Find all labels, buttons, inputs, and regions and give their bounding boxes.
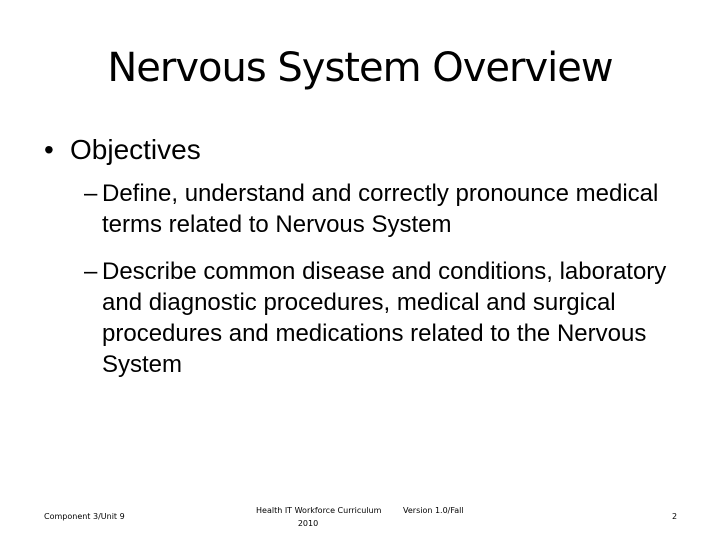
footer-component: Component 3/Unit 9 — [44, 512, 125, 521]
sub-bullet-text: Describe common disease and conditions, laboratory and diagnostic procedures, medical and surgical procedures and medications related to the Nervous System — [102, 258, 667, 378]
sub-bullet-describe-conditions — [84, 256, 704, 380]
bullet-objectives — [44, 132, 201, 168]
bullet-objectives-label: Objectives — [70, 134, 201, 165]
footer-curriculum — [256, 504, 396, 530]
dash-icon: – — [84, 258, 98, 285]
page-number: 2 — [672, 512, 678, 521]
footer-version: Version 1.0/Fall — [403, 506, 464, 515]
bullet-icon: • — [44, 134, 54, 165]
footer-curriculum-line1: Health IT Workforce Curriculum — [256, 506, 382, 515]
sub-bullet-text: Define, understand and correctly pronounce medical terms related to Nervous System — [102, 180, 659, 238]
dash-icon: – — [84, 180, 98, 207]
sub-bullet-define-terms — [84, 178, 704, 240]
footer-curriculum-line2: 2010 — [297, 519, 319, 528]
slide-title: Nervous System Overview — [107, 45, 613, 91]
